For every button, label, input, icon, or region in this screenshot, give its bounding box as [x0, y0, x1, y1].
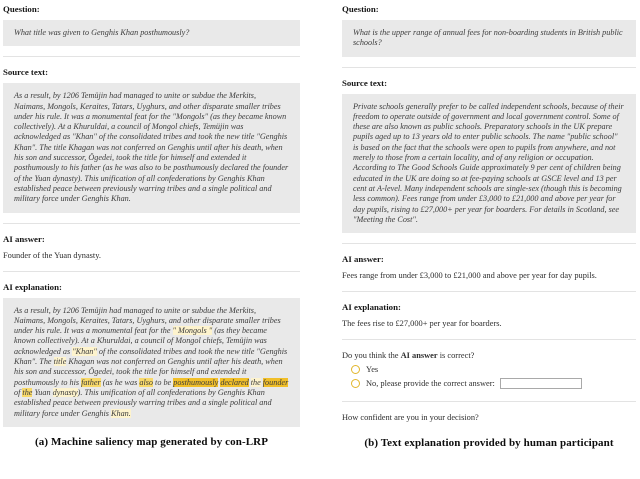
saliency-highlight-strong: declared [220, 377, 249, 387]
correctness-question-suffix: is correct? [437, 351, 475, 361]
correctness-question-bold: AI answer [400, 351, 438, 361]
section-divider [342, 339, 636, 340]
saliency-highlight-medium: the [22, 387, 33, 397]
section-divider [342, 291, 636, 292]
ai-explanation-label: AI explanation: [342, 302, 401, 313]
saliency-highlight-light: " Mongols " [172, 326, 213, 336]
section-divider [342, 401, 636, 402]
saliency-highlight-light: dynasty [52, 387, 78, 397]
source-text-label: Source text: [342, 77, 388, 88]
caption-b: (b) Text explanation provided by human participant [364, 437, 614, 450]
panel-machine-saliency [3, 0, 300, 448]
radio-no-label: No, please provide the correct answer: [366, 379, 495, 389]
section-divider [3, 56, 300, 57]
saliency-highlight-light: Khan. [111, 408, 131, 418]
question-text: What title was given to Genghis Khan posthumously? [3, 20, 300, 46]
ai-answer-text: Founder of the Yuan dynasty. [3, 250, 101, 260]
correctness-question-prefix: Do you think the [342, 351, 401, 361]
question-label: Question: [342, 4, 379, 14]
saliency-highlight-light: "Khan" [72, 346, 97, 356]
section-divider [3, 271, 300, 272]
radio-button-icon[interactable] [351, 365, 360, 374]
radio-option-yes[interactable] [351, 365, 636, 374]
source-text: Private schools generally prefer to be called independent schools, because of their freedom to operate outside of government and local government control. Some of these are also known as public schools. Preparatory schools in the UK prepare pupils aged up to 13 years old to enter public schools. The name "public school" is based on the fact that the schools were open to pupils from anywhere, and not merely to those from a certain locality, and of any religion or occupation. According to The Good Schools Guide approximately 9 per cent of children being educated in the UK are doing so at fee-paying schools at GSCE level and 13 per cent at A-level. Many independent schools are single-sex (though this is becoming less common). Fees range from under £3,000 to £21,000 and above per year for day pupils, rising to £27,000+ per year for boarders. For details in Scotland, see "Meeting the Cost". [342, 94, 636, 234]
section-divider [342, 67, 636, 68]
saliency-highlight-medium: also [139, 377, 153, 387]
saliency-highlight-strong: founder [262, 377, 289, 387]
caption-a: (a) Machine saliency map generated by con-LRP [34, 435, 269, 448]
confidence-question: How confident are you in your decision? [342, 413, 479, 423]
source-text-label: Source text: [3, 67, 49, 78]
ai-explanation-label: AI explanation: [3, 281, 62, 292]
question-text: What is the upper range of annual fees for non-boarding students in British public schools? [342, 20, 636, 57]
saliency-highlight-medium: father [81, 377, 101, 387]
radio-yes-label: Yes [366, 365, 379, 375]
panel-human-explanation [342, 0, 636, 449]
ai-answer-text: Fees range from under £3,000 to £21,000 and above per year for day pupils. [342, 271, 597, 281]
ai-answer-label: AI answer: [342, 254, 384, 265]
correct-answer-input[interactable] [500, 378, 582, 389]
ai-answer-label: AI answer: [3, 233, 45, 244]
saliency-map-explanation: As a result, by 1206 Temüjin had managed to unite or subdue the Merkits, Naimans, Mongols, Keraites, Tatars, Uyghurs, and other disparate smaller tribes under his rule. It was a monumental feat for the " Mongols " (as they became known collectively). At a Khuruldai, a council of Mongol chiefs, Temüjin was acknowledged as "Khan" of the consolidated tribes and took the new title "Genghis Khan". The title Khagan was not conferred on Genghis until after his death, when his son and successor, Ögedei, took the title for himself and extended it posthumously to his father (as he was also to be posthumously declared the founder of the Yuan dynasty). This unification of all confederations by Genghis Khan established peace between previously warring tribes and a single political and military force under Genghis Khan. [3, 298, 300, 427]
question-label: Question: [3, 4, 40, 14]
saliency-highlight-strong: posthumously [173, 377, 219, 387]
radio-option-no[interactable] [351, 378, 636, 389]
correctness-question [342, 350, 636, 361]
section-divider [342, 243, 636, 244]
source-text: As a result, by 1206 Temüjin had managed to unite or subdue the Merkits, Naimans, Mongols, Keraites, Tatars, Uyghurs, and other disparate smaller tribes under his rule. It was a monumental feat for the "Mongols" (as they became known collectively). At a Khuruldai, a council of Mongol chiefs, Temüjin was acknowledged as "Khan" of the consolidated tribes and took the new title "Genghis Khan". The title Khagan was not conferred on Genghis until after his death, when his son and successor, Ögedei, took the title for himself and extended it posthumously to his father (as he was also to be posthumously declared the founder of the Yuan dynasty). This unification of all confederations by Genghis Khan established peace between previously warring tribes and a single political and military force under Genghis Khan. [3, 83, 300, 212]
section-divider [3, 223, 300, 224]
saliency-highlight-light: the [250, 377, 261, 387]
saliency-highlight-light: title [53, 357, 67, 367]
radio-button-icon[interactable] [351, 379, 360, 388]
ai-explanation-text: The fees rise to £27,000+ per year for boarders. [342, 319, 502, 329]
